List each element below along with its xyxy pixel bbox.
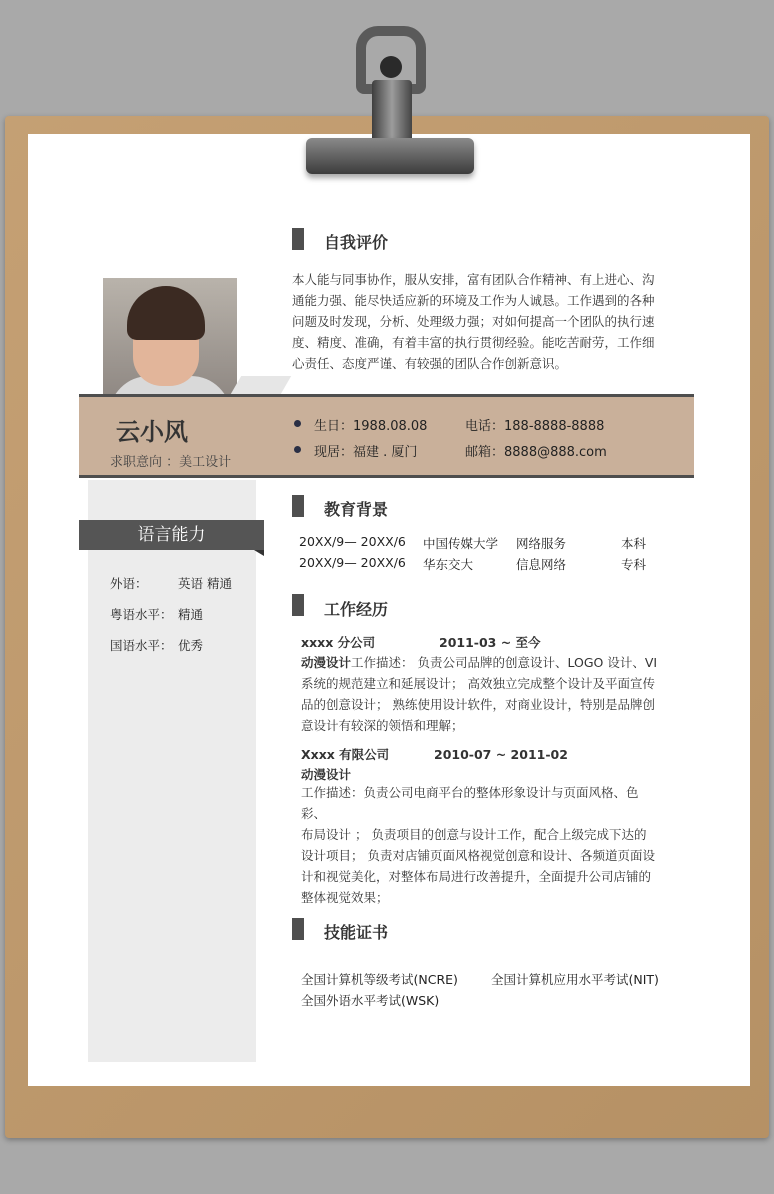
job-description: 动漫设计工作描述： 负责公司品牌的创意设计、LOGO 设计、VI 系统的规范建立和延展设计； 高效独立完成整个设计及平面宣传 品的创意设计； 熟练使用设计软件，对商业设计，特别是品牌创 意设计有较深的领悟和理解； (301, 655, 658, 733)
skill-item: 全国计算机等级考试(NCRE) (301, 972, 458, 987)
language-value: 精通 (178, 607, 204, 622)
skill-item: 全国外语水平考试(WSK) (301, 993, 440, 1008)
education-title: 教育背景 (324, 500, 389, 519)
binder-clip-hole (380, 56, 402, 78)
education-major: 网络服务 (516, 536, 567, 551)
skills-title: 技能证书 (324, 923, 389, 942)
binder-clip-neck (372, 80, 412, 142)
job-company: xxxx 分公司 (301, 635, 376, 650)
email: 邮箱：8888@888.com (465, 445, 607, 460)
profile-photo (103, 278, 237, 406)
education-degree: 本科 (621, 536, 647, 551)
job-period: 2010-07 ~ 2011-02 (434, 747, 568, 762)
section-marker (292, 594, 304, 616)
birthday: 生日：1988.08.08 (314, 419, 428, 434)
education-period: 20XX/9— 20XX/6 (299, 534, 406, 549)
language-label: 粤语水平： (110, 607, 173, 622)
job-description: 工作描述：负责公司电商平台的整体形象设计与页面风格、色彩、 布局设计 ； 负责项目的创意与设计工作，配合上级完成下达的 设计项目； 负责对店铺页面风格视觉创意和设计、各频道页面设 计和视觉美化，对整体布局进行改善提升，全面提升公司店铺的 整体视觉效果； (301, 785, 655, 905)
photo-corner (231, 376, 291, 394)
education-major: 信息网络 (516, 557, 567, 572)
left-panel (88, 480, 256, 1062)
candidate-name: 云小风 (116, 418, 188, 446)
language-label: 国语水平： (110, 638, 173, 653)
section-marker (292, 495, 304, 517)
job-role: 动漫设计 (301, 767, 352, 782)
language-section-title: 语言能力 (79, 520, 264, 550)
self-evaluation-title: 自我评价 (324, 233, 389, 252)
self-evaluation-text: 本人能与同事协作，服从安排，富有团队合作精神、有上进心、沟 通能力强、能尽快适应新的环境及工作为人诚恳。工作遇到的各种 问题及时发现，分析、处理级力强；对如何提高一个团队的执行速 度、精度、准确，有着丰富的执行贯彻经验。能吃苦耐劳，工作细 心责任、态度严谨、有较强的团队合作创新意识。 (292, 272, 655, 371)
education-school: 华东交大 (423, 557, 474, 572)
language-label: 外语： (110, 576, 148, 591)
job-company: Xxxx 有限公司 (301, 747, 390, 762)
language-value: 英语 精通 (178, 576, 232, 591)
bullet-icon (294, 420, 301, 427)
education-school: 中国传媒大学 (423, 536, 499, 551)
section-marker (292, 918, 304, 940)
bullet-icon (294, 446, 301, 453)
language-value: 优秀 (178, 638, 204, 653)
address: 现居：福建 . 厦门 (314, 445, 418, 460)
education-period: 20XX/9— 20XX/6 (299, 555, 406, 570)
job-period: 2011-03 ~ 至今 (439, 635, 541, 650)
ribbon-tip (254, 550, 264, 556)
phone: 电话：188-8888-8888 (465, 419, 605, 434)
education-degree: 专科 (621, 557, 647, 572)
section-marker (292, 228, 304, 250)
skill-item: 全国计算机应用水平考试(NIT) (491, 972, 659, 987)
work-title: 工作经历 (324, 600, 389, 619)
job-target: 求职意向 ：美工设计 (110, 455, 232, 470)
binder-clip-base (306, 138, 474, 174)
